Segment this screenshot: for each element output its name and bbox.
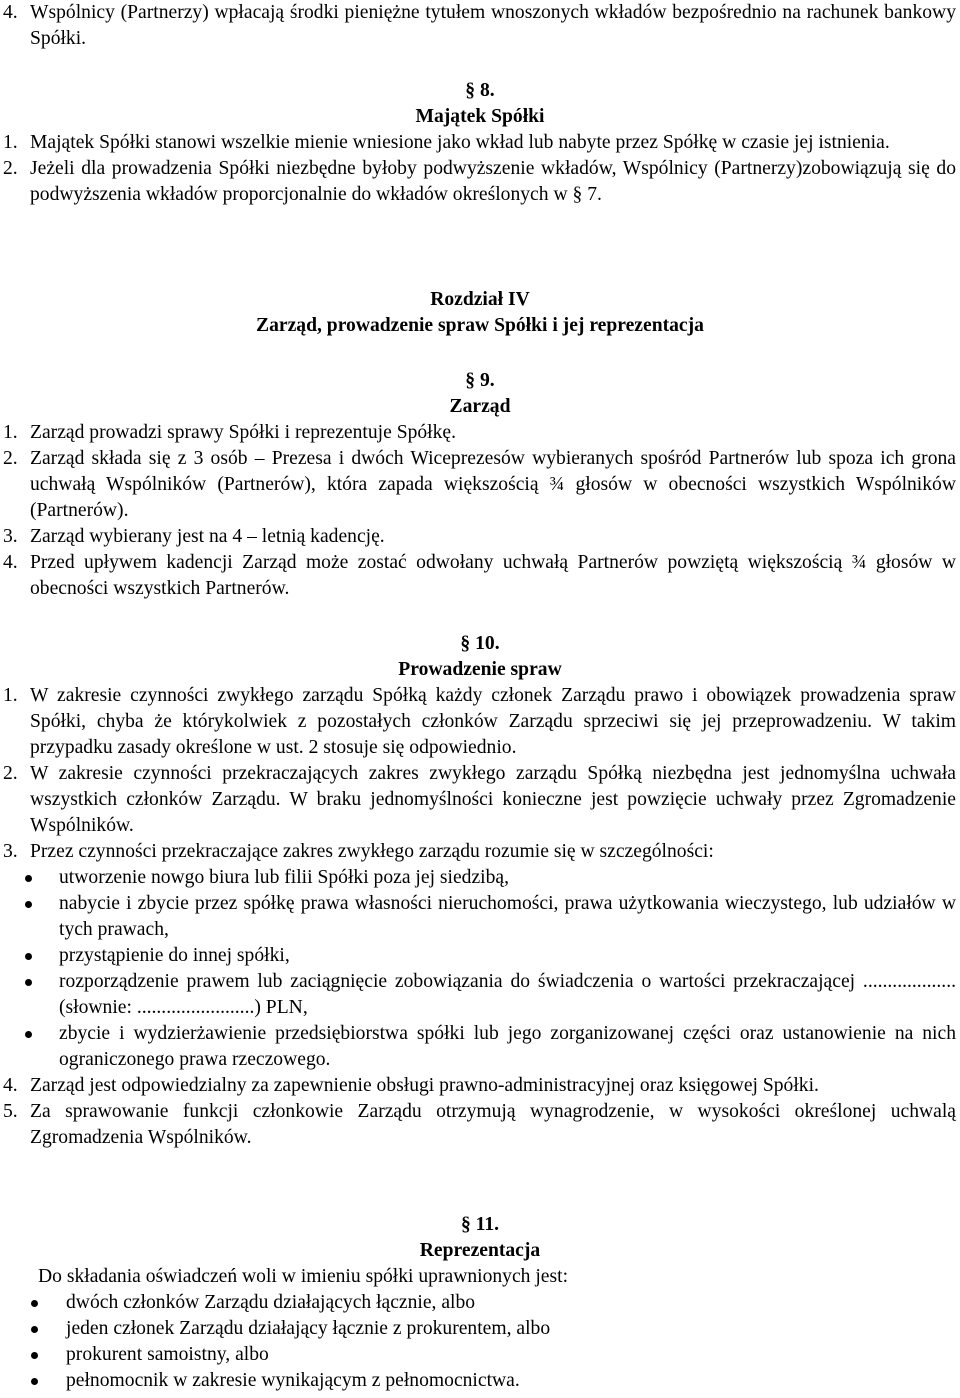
bullet-icon xyxy=(25,979,32,986)
paragraph-number: 4. xyxy=(3,1075,18,1096)
bullet-icon xyxy=(31,1378,38,1385)
section-9-paragraph-4 xyxy=(0,550,956,602)
section-10-bullet-list xyxy=(0,865,960,1073)
paragraph-text: Zarząd prowadzi sprawy Spółki i reprezentuje Spółkę. xyxy=(30,422,457,443)
section-10-paragraph-5 xyxy=(0,1099,956,1151)
chapter-subtitle: Zarząd, prowadzenie spraw Spółki i jej reprezentacja xyxy=(256,315,704,336)
section-10-paragraph-2 xyxy=(0,761,956,839)
section-number: § 9. xyxy=(465,370,495,391)
list-item: jeden członek Zarządu działający łącznie z prokurentem, albo xyxy=(0,1316,956,1342)
paragraph-text: Zarząd jest odpowiedzialny za zapewnienie obsługi prawno-administracyjnej oraz księgowej Spółki. xyxy=(30,1075,819,1096)
paragraph-number: 2. xyxy=(3,158,18,179)
section-title: Prowadzenie spraw xyxy=(398,659,562,680)
paragraph-number: 3. xyxy=(3,526,18,547)
section-9-paragraph-3 xyxy=(0,524,956,550)
paragraph-number: 1. xyxy=(3,685,18,706)
paragraph-number: 2. xyxy=(3,763,18,784)
list-item: zbycie i wydzierżawienie przedsiębiorstwa spółki lub jego zorganizowanej części oraz ustanowienie na nich ograniczonego prawa rzeczowego. xyxy=(0,1021,956,1073)
bullet-icon xyxy=(31,1300,38,1307)
paragraph-text: Przez czynności przekraczające zakres zwykłego zarządu rozumie się w szczególności: xyxy=(30,841,714,862)
section-11-bullet-list xyxy=(0,1290,960,1394)
paragraph-text: Przed upływem kadencji Zarząd może zostać odwołany uchwałą Partnerów powziętą większością ¾ głosów w obecności wszystkich Partnerów. xyxy=(30,552,956,599)
section-10-body xyxy=(0,683,960,1151)
paragraph-number: 1. xyxy=(3,422,18,443)
paragraph-text: Majątek Spółki stanowi wszelkie mienie wniesione jako wkład lub nabyte przez Spółkę w czasie jej istnienia. xyxy=(30,132,890,153)
section-10-paragraph-3 xyxy=(0,839,956,865)
section-8-body xyxy=(0,130,960,208)
section-title: Reprezentacja xyxy=(419,1240,541,1261)
section-9-paragraph-2 xyxy=(0,446,956,524)
list-item: nabycie i zbycie przez spółkę prawa własności nieruchomości, prawa użytkowania wieczystego, lub udziałów w tych prawach, xyxy=(0,891,956,943)
section-9-paragraph-1 xyxy=(0,420,956,446)
paragraph-text: W zakresie czynności zwykłego zarządu Spółką każdy członek Zarządu prawo i obowiązek prowadzenia spraw Spółki, chyba że którykolwiek z pozostałych członków Zarządu sprzeciwi się jej przeprowadzeniu. W takim przypadku zasady określone w ust. 2 stosuje się odpowiednio. xyxy=(30,685,956,758)
bullet-icon xyxy=(31,1326,38,1333)
paragraph-number: 1. xyxy=(3,132,18,153)
paragraph-text: Zarząd składa się z 3 osób – Prezesa i dwóch Wiceprezesów wybieranych spośród Partnerów lub spoza ich grona uchwałą Wspólników (Partnerów), która zapada większością ¾ głosów w obecności wszystkich Wspólników (Partnerów). xyxy=(30,448,956,521)
list-item: dwóch członków Zarządu działających łącznie, albo xyxy=(0,1290,956,1316)
section-11-heading xyxy=(0,1212,960,1264)
bullet-icon xyxy=(25,1031,32,1038)
paragraph-number: 5. xyxy=(3,1101,18,1122)
paragraph-text: W zakresie czynności przekraczających zakres zwykłego zarządu Spółką niezbędna jest jednomyślna uchwała wszystkich członków Zarządu. W braku jednomyślności konieczne jest powzięcie uchwały przez Zgromadzenie Wspólników. xyxy=(30,763,956,836)
list-item: utworzenie nowgo biura lub filii Spółki poza jej siedzibą, xyxy=(0,865,956,891)
bullet-icon xyxy=(25,953,32,960)
section-8-paragraph-1 xyxy=(0,130,956,156)
list-item: rozporządzenie prawem lub zaciągnięcie zobowiązania do świadczenia o wartości przekraczającej ................... (słownie: ........................) PLN, xyxy=(0,969,956,1021)
paragraph-number: 2. xyxy=(3,448,18,469)
bullet-icon xyxy=(31,1352,38,1359)
paragraph-number: 4. xyxy=(3,2,18,23)
paragraph-number: 3. xyxy=(3,841,18,862)
section-9-heading xyxy=(0,368,960,420)
section-10-paragraph-1 xyxy=(0,683,956,761)
section-10-heading xyxy=(0,631,960,683)
list-item: przystąpienie do innej spółki, xyxy=(0,943,956,969)
section-11-intro: Do składania oświadczeń woli w imieniu spółki uprawnionych jest: xyxy=(38,1266,569,1287)
section-number: § 8. xyxy=(465,80,495,101)
section-title: Majątek Spółki xyxy=(415,106,545,127)
list-item: prokurent samoistny, albo xyxy=(0,1342,956,1368)
paragraph-text: Zarząd wybierany jest na 4 – letnią kadencję. xyxy=(30,526,385,547)
section-9-body xyxy=(0,420,960,602)
section-title: Zarząd xyxy=(449,396,511,417)
paragraph-text: Jeżeli dla prowadzenia Spółki niezbędne byłoby podwyższenie wkładów, Wspólnicy (Partnerzy)zobowiązują się do podwyższenia wkładów proporcjonalnie do wkładów określonych w § 7. xyxy=(30,158,956,205)
section-number: § 10. xyxy=(460,633,500,654)
section-10-paragraph-4 xyxy=(0,1073,956,1099)
chapter-heading xyxy=(0,287,960,339)
section-8-paragraph-2 xyxy=(0,156,956,208)
section-7-paragraph-4 xyxy=(0,0,960,52)
section-number: § 11. xyxy=(460,1214,500,1235)
bullet-icon xyxy=(25,901,32,908)
bullet-icon xyxy=(25,875,32,882)
chapter-title: Rozdział IV xyxy=(430,289,530,310)
paragraph-number: 4. xyxy=(3,552,18,573)
section-11-body xyxy=(0,1264,960,1394)
list-item: pełnomocnik w zakresie wynikającym z pełnomocnictwa. xyxy=(0,1368,956,1394)
paragraph-text: Za sprawowanie funkcji członkowie Zarządu otrzymują wynagrodzenie, w wysokości określonej uchwalą Zgromadzenia Wspólników. xyxy=(30,1101,956,1148)
paragraph-text: Wspólnicy (Partnerzy) wpłacają środki pieniężne tytułem wnoszonych wkładów bezpośrednio na rachunek bankowy Spółki. xyxy=(30,2,956,49)
section-8-heading xyxy=(0,78,960,130)
